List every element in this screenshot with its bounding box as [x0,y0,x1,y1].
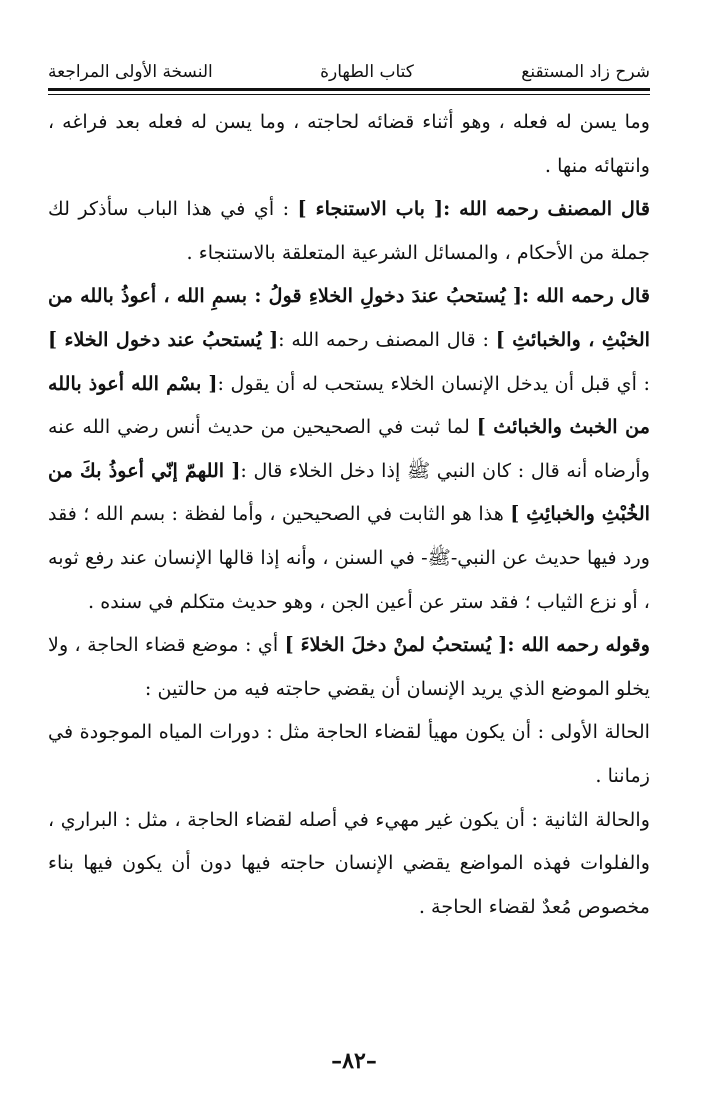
text-segment: أي : موضع قضاء الحاجة ، ولا يخلو الموضع الذي يريد الإنسان أن يقضي حاجته فيه من حالتين : [48,633,650,700]
header-rule-thick [48,88,650,91]
page-number: –٨٢– [331,1048,377,1074]
paragraph [48,623,650,710]
paragraph [48,274,650,623]
bold-quote-segment: [ اللهمّ إنّي أعوذُ بكَ من الخُبْثِ والخبائِثِ ] [48,458,650,526]
text-segment: لما ثبت في الصحيحين من حديث أنس رضي الله عنه وأرضاه أنه قال : كان النبي ﷺ إذا دخل الخلاء قال : [48,415,650,482]
page-body [48,100,650,928]
header-edition: النسخة الأولى المراجعة [48,62,213,82]
bold-quote-segment: [ يُستحبُ عند دخول الخلاء ] [48,327,279,351]
running-header [48,48,650,82]
paragraph [48,100,650,187]
header-chapter-title: كتاب الطهارة [320,62,414,82]
bold-quote-segment: [ بسْم الله أعوذ بالله من الخبث والخبائث ] [48,371,651,439]
text-segment: والحالة الثانية : أن يكون غير مهيء في أصله لقضاء الحاجة ، مثل : البراري ، والفلوات فهذه المواضع يقضي الإنسان حاجته فيها دون أن يكون فيها بناء مخصوص مُعدٌ لقضاء الحاجة . [48,807,650,918]
bold-quote-segment: قال المصنف رحمه الله :[ باب الاستنجاء ] [297,197,650,221]
bold-quote-segment: وقوله رحمه الله :[ يُستحبُ لمنْ دخلَ الخلاءَ ] [284,633,650,657]
header-rule-thin [48,94,650,95]
text-segment: : قال المصنف رحمه الله : [278,327,496,351]
paragraph [48,798,650,929]
paragraph [48,710,650,797]
text-segment: هذا هو الثابت في الصحيحين ، وأما لفظة : بسم الله ؛ فقد ورد فيها حديث عن النبي-ﷺ- في السنن ، وأنه إذا قالها الإنسان عند رفع ثوبه ، أو نزع الثياب ؛ فقد ستر عن أعين الجن ، وهو حديث متكلم في سنده . [48,502,650,613]
text-segment: : أي قبل أن يدخل الإنسان الخلاء يستحب له أن يقول : [217,371,650,395]
text-segment: وما يسن له فعله ، وهو أثناء قضائه لحاجته ، وما يسن له فعله بعد فراغه ، وانتهائه منها . [48,110,650,177]
paragraph [48,187,650,274]
bold-quote-segment: قال رحمه الله :[ يُستحبُ عندَ دخولِ الخلاءِ قولُ : بسمِ الله ، أعوذُ بالله من الخبْثِ ، والخبائثِ ] [48,284,651,351]
text-segment: : أي في هذا الباب سأذكر لك جملة من الأحكام ، والمسائل الشرعية المتعلقة بالاستنجاء . [48,197,650,264]
text-segment: الحالة الأولى : أن يكون مهيأ لقضاء الحاجة مثل : دورات المياه الموجودة في زماننا . [48,720,650,787]
header-book-title: شرح زاد المستقنع [521,62,650,82]
